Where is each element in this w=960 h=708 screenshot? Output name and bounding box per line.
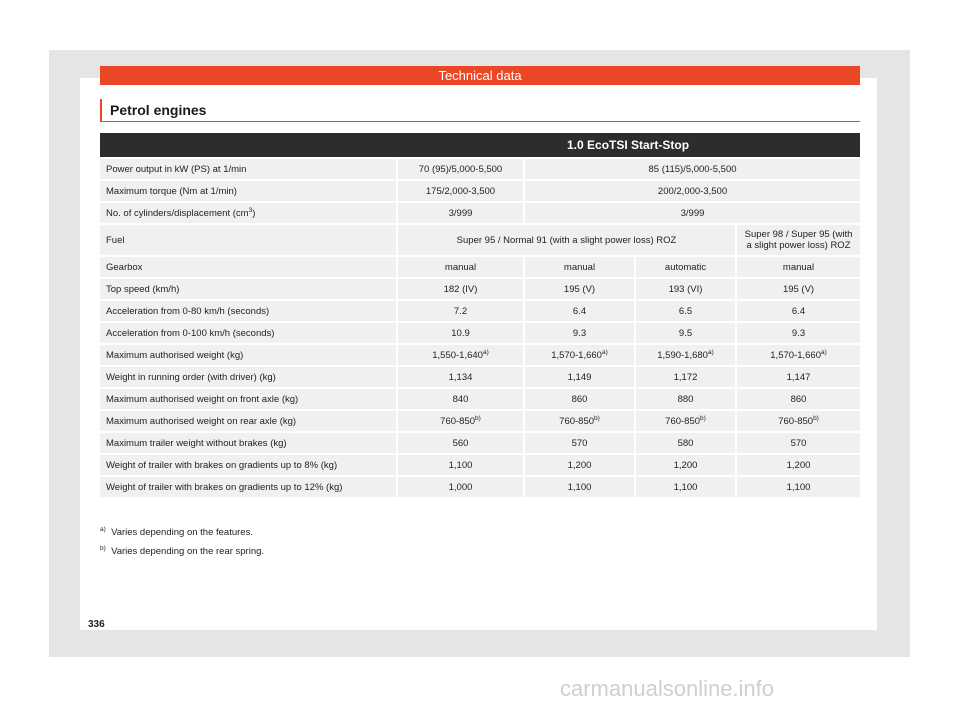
table-cell: 1,200 bbox=[634, 455, 735, 475]
row-label: Maximum authorised weight on front axle (kg) bbox=[100, 389, 396, 409]
cell-value: 1,570-1,660 bbox=[551, 349, 602, 361]
row-label: Power output in kW (PS) at 1/min bbox=[100, 159, 396, 179]
table-cell: Super 98 / Super 95 (with a slight power loss) ROZ bbox=[735, 225, 860, 255]
row-label-text-end: ) bbox=[252, 207, 256, 219]
superscript: 3 bbox=[248, 206, 253, 214]
table-cell: 580 bbox=[634, 433, 735, 453]
table-cell: manual bbox=[523, 257, 634, 277]
table-row bbox=[100, 433, 860, 453]
table-cell bbox=[634, 345, 735, 365]
table-header-row bbox=[100, 133, 860, 157]
cell-value: 760-850 bbox=[778, 415, 814, 427]
row-label-text: No. of cylinders/displacement (cm bbox=[106, 207, 249, 219]
table-row bbox=[100, 159, 860, 179]
table-cell: 193 (VI) bbox=[634, 279, 735, 299]
table-cell: 1,100 bbox=[735, 477, 860, 497]
table-cell: manual bbox=[735, 257, 860, 277]
row-label: Weight in running order (with driver) (kg) bbox=[100, 367, 396, 387]
model-header: 1.0 EcoTSI Start-Stop bbox=[396, 133, 860, 157]
page-number: 336 bbox=[88, 619, 105, 630]
cell-value: 1,590-1,680 bbox=[657, 349, 708, 361]
cell-value: 760-850 bbox=[665, 415, 701, 427]
footnote-ref: b) bbox=[594, 414, 600, 422]
footnote-ref: a) bbox=[601, 348, 608, 356]
row-label: Maximum torque (Nm at 1/min) bbox=[100, 181, 396, 201]
watermark: carmanualsonline.info bbox=[560, 676, 775, 701]
table-cell bbox=[634, 411, 735, 431]
table-cell: 860 bbox=[523, 389, 634, 409]
table-cell: 175/2,000-3,500 bbox=[396, 181, 523, 201]
table-row bbox=[100, 345, 860, 365]
cell-value: 760-850 bbox=[440, 415, 476, 427]
footnote-text: Varies depending on the features. bbox=[111, 527, 253, 538]
footnote-mark: b) bbox=[100, 544, 106, 552]
table-cell: 200/2,000-3,500 bbox=[523, 181, 860, 201]
table-cell bbox=[396, 411, 523, 431]
table-cell: 195 (V) bbox=[523, 279, 634, 299]
table-cell: 1,100 bbox=[396, 455, 523, 475]
table-cell: 7.2 bbox=[396, 301, 523, 321]
footnotes bbox=[100, 523, 264, 561]
table-row bbox=[100, 203, 860, 223]
row-label: Weight of trailer with brakes on gradients up to 8% (kg) bbox=[100, 455, 396, 475]
header-blank-cell bbox=[100, 133, 396, 157]
table-cell: Super 95 / Normal 91 (with a slight power loss) ROZ bbox=[396, 225, 735, 255]
title-divider bbox=[100, 121, 860, 122]
row-label: Maximum authorised weight on rear axle (kg) bbox=[100, 411, 396, 431]
table-row bbox=[100, 389, 860, 409]
table-cell: 860 bbox=[735, 389, 860, 409]
row-label: Weight of trailer with brakes on gradients up to 12% (kg) bbox=[100, 477, 396, 497]
cell-value: 760-850 bbox=[559, 415, 595, 427]
table-cell: 1,100 bbox=[634, 477, 735, 497]
table-cell: 1,200 bbox=[523, 455, 634, 475]
table-cell: 570 bbox=[735, 433, 860, 453]
footnote-ref: a) bbox=[820, 348, 827, 356]
footnote-ref: a) bbox=[707, 348, 714, 356]
footnote-ref: b) bbox=[700, 414, 706, 422]
table-cell: 70 (95)/5,000-5,500 bbox=[396, 159, 523, 179]
row-label: Gearbox bbox=[100, 257, 396, 277]
row-label: Maximum authorised weight (kg) bbox=[100, 345, 396, 365]
table-cell: 1,149 bbox=[523, 367, 634, 387]
table-row bbox=[100, 225, 860, 255]
table-cell bbox=[523, 345, 634, 365]
section-title: Petrol engines bbox=[100, 99, 206, 121]
footnote-mark: a) bbox=[100, 525, 106, 533]
table-cell: automatic bbox=[634, 257, 735, 277]
table-cell: 1,147 bbox=[735, 367, 860, 387]
footnote-b bbox=[100, 542, 264, 561]
table-cell: manual bbox=[396, 257, 523, 277]
table-cell: 9.3 bbox=[523, 323, 634, 343]
table-cell: 9.5 bbox=[634, 323, 735, 343]
footnote-ref: b) bbox=[475, 414, 481, 422]
table-cell: 6.5 bbox=[634, 301, 735, 321]
table-cell: 10.9 bbox=[396, 323, 523, 343]
table-cell bbox=[735, 345, 860, 365]
table-cell: 560 bbox=[396, 433, 523, 453]
row-label: Acceleration from 0-80 km/h (seconds) bbox=[100, 301, 396, 321]
row-label bbox=[100, 203, 396, 223]
table-row bbox=[100, 257, 860, 277]
table-cell: 1,200 bbox=[735, 455, 860, 475]
table-cell: 3/999 bbox=[523, 203, 860, 223]
table-cell: 182 (IV) bbox=[396, 279, 523, 299]
table-cell: 840 bbox=[396, 389, 523, 409]
table-cell: 1,100 bbox=[523, 477, 634, 497]
spec-table bbox=[100, 131, 860, 499]
row-label: Top speed (km/h) bbox=[100, 279, 396, 299]
footnote-a bbox=[100, 523, 264, 542]
table-cell: 195 (V) bbox=[735, 279, 860, 299]
table-cell bbox=[523, 411, 634, 431]
table-cell: 6.4 bbox=[523, 301, 634, 321]
table-row bbox=[100, 477, 860, 497]
table-cell: 1,000 bbox=[396, 477, 523, 497]
table-row bbox=[100, 455, 860, 475]
table-cell: 6.4 bbox=[735, 301, 860, 321]
cell-value: 1,550-1,640 bbox=[432, 349, 483, 361]
table-row bbox=[100, 279, 860, 299]
table-cell: 1,134 bbox=[396, 367, 523, 387]
table-row bbox=[100, 181, 860, 201]
table-cell: 85 (115)/5,000-5,500 bbox=[523, 159, 860, 179]
table-cell: 570 bbox=[523, 433, 634, 453]
row-label: Acceleration from 0-100 km/h (seconds) bbox=[100, 323, 396, 343]
row-label: Fuel bbox=[100, 225, 396, 255]
footnote-text: Varies depending on the rear spring. bbox=[111, 546, 265, 557]
table-row bbox=[100, 367, 860, 387]
table-cell: 9.3 bbox=[735, 323, 860, 343]
row-label: Maximum trailer weight without brakes (kg) bbox=[100, 433, 396, 453]
table-cell: 1,172 bbox=[634, 367, 735, 387]
table-cell bbox=[396, 345, 523, 365]
table-cell: 880 bbox=[634, 389, 735, 409]
chapter-header: Technical data bbox=[100, 66, 860, 85]
footnote-ref: a) bbox=[482, 348, 489, 356]
table-row bbox=[100, 301, 860, 321]
table-cell: 3/999 bbox=[396, 203, 523, 223]
table-cell bbox=[735, 411, 860, 431]
footnote-ref: b) bbox=[813, 414, 819, 422]
table-row bbox=[100, 411, 860, 431]
table-row bbox=[100, 323, 860, 343]
cell-value: 1,570-1,660 bbox=[770, 349, 821, 361]
